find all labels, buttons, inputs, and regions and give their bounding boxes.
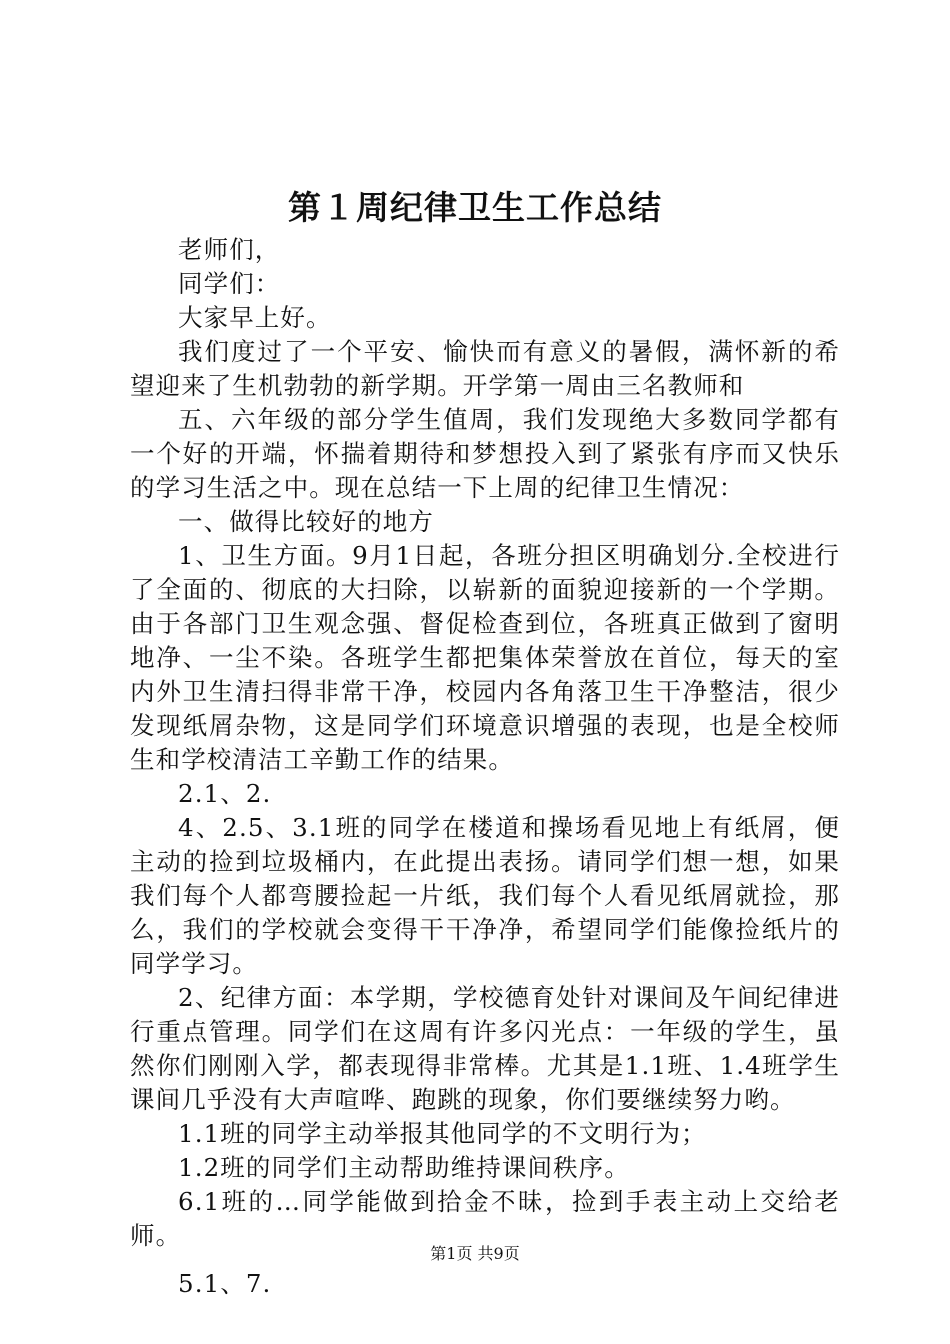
paragraph-praise: 4、2.5、3.1班的同学在楼道和操场看见地上有纸屑，便主动的捡到垃圾桶内，在此提出表扬。请同学们想一想，如果我们每个人都弯腰捡起一片纸，我们每个人看见纸屑就捡，那么，我们的学校就会变得干干净净，希望同学们能像捡纸片的同学学习。 [130,813,840,978]
paragraph-class-1-1: 1.1班的同学主动举报其他同学的不文明行为； [178,1119,707,1148]
greeting-students: 同学们： [178,269,281,298]
paragraph-class-1-2: 1.2班的同学们主动帮助维持课间秩序。 [178,1153,630,1182]
greeting-teachers: 老师们， [178,235,281,264]
paragraph-discipline: 2、纪律方面：本学期，学校德育处针对课间及午间纪律进行重点管理。同学们在这周有许多闪光点：一年级的学生，虽然你们刚刚入学，都表现得非常棒。尤其是1.1班、1.4班学生课间几乎没有大声喧哗、跑跳的现象，你们要继续努力哟。 [130,983,840,1114]
document-body [130,233,840,1301]
paragraph-intro: 我们度过了一个平安、愉快而有意义的暑假，满怀新的希望迎来了生机勃勃的新学期。开学第一周由三名教师和 [130,337,840,400]
document-title: 第１周纪律卫生工作总结 [288,188,662,227]
paragraph-class-list: 2.1、2. [178,779,272,808]
paragraph-class-5-1: 5.1、7. [178,1269,272,1298]
paragraph-hygiene: 1、卫生方面。9月1日起，各班分担区明确划分.全校进行了全面的、彻底的大扫除，以崭新的面貌迎接新的一个学期。由于各部门卫生观念强、督促检查到位，各班真正做到了窗明地净、一尘不染。各班学生都把集体荣誉放在首位，每天的室内外卫生清扫得非常干净，校园内各角落卫生干净整洁，很少发现纸屑杂物，这是同学们环境意识增强的表现，也是全校师生和学校清洁工辛勤工作的结果。 [130,541,840,774]
paragraph-class-6-1: 6.1班的…同学能做到拾金不昧，捡到手表主动上交给老师。 [130,1187,840,1250]
section-heading-good: 一、做得比较好的地方 [178,507,434,536]
page-indicator: 第1页 共9页 [430,1244,520,1263]
paragraph-duty: 五、六年级的部分学生值周，我们发现绝大多数同学都有一个好的开端，怀揣着期待和梦想投入到了紧张有序而又快乐的学习生活之中。现在总结一下上周的纪律卫生情况： [130,405,840,502]
greeting-morning: 大家早上好。 [178,303,332,332]
